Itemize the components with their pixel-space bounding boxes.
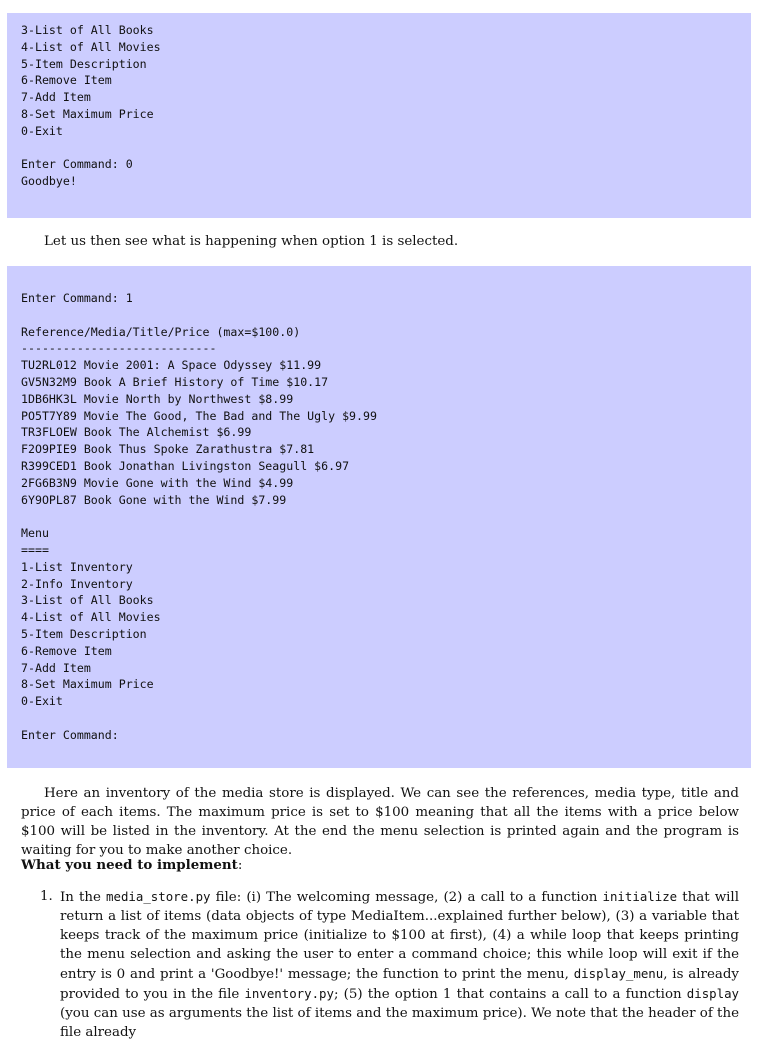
code-line: 6-Remove Item: [21, 73, 112, 88]
code-line: 4-List of All Movies: [21, 39, 161, 54]
text-run: that will return a list of items (data objects of type MediaItem...explained further below), (3) a variable that keeps track of the maximum price (initialize to $100 at first), (4) a while loop that keeps printing the menu selection and asking the user to enter a command choice; this while loop will exit if the entry is 0 and print a 'Goodbye!' message; the function to print the menu,: [60, 890, 739, 982]
inline-code: initialize: [602, 889, 678, 904]
section-heading: [21, 856, 242, 875]
code-line: 5-Item Description: [21, 56, 147, 71]
code-line: [21, 307, 751, 324]
code-line: Goodbye!: [21, 174, 77, 189]
list-item-number: 1.: [40, 889, 53, 904]
code-line: 6-Remove Item: [21, 643, 112, 658]
text-run: , is already provided to you in the file: [60, 967, 739, 1002]
code-line: 7-Add Item: [21, 660, 91, 675]
text-run: file: (i) The welcoming message, (2) a call to a function: [210, 890, 603, 905]
code-line: 4-List of All Movies: [21, 610, 161, 625]
code-line: 8-Set Maximum Price: [21, 677, 154, 692]
code-line: R399CED1 Book Jonathan Livingston Seagull $6.97: [21, 458, 350, 473]
code-line: 1-List Inventory: [21, 559, 133, 574]
code-line: 7-Add Item: [21, 90, 91, 105]
inline-code: media_store.py: [106, 889, 211, 904]
inline-code: display_menu: [573, 966, 664, 981]
list-item-body: [60, 887, 739, 1042]
paragraph-option1-intro: Let us then see what is happening when option 1 is selected.: [44, 234, 459, 249]
heading-bold: What you need to implement: [21, 857, 238, 873]
code-line: TU2RL012 Movie 2001: A Space Odyssey $11.99: [21, 358, 322, 373]
implementation-list: [40, 887, 739, 1042]
code-line: 5-Item Description: [21, 626, 147, 641]
code-line: [21, 140, 751, 157]
code-line: 0-Exit: [21, 123, 63, 138]
code-line: ====: [21, 542, 49, 557]
list-item: [40, 887, 739, 1042]
code-line: ----------------------------: [21, 341, 217, 356]
inline-code: inventory.py: [244, 986, 334, 1001]
code-line: 6Y9OPL87 Book Gone with the Wind $7.99: [21, 492, 287, 507]
code-line: Enter Command: 1: [21, 291, 133, 305]
code-line: Enter Command: 0: [21, 157, 133, 172]
code-line: PO5T7Y89 Movie The Good, The Bad and The Ugly $9.99: [21, 408, 377, 423]
code-block-output-exit: [7, 13, 751, 218]
code-line: 2FG6B3N9 Movie Gone with the Wind $4.99: [21, 475, 294, 490]
code-line: [21, 710, 751, 727]
code-line: 3-List of All Books: [21, 23, 154, 37]
code-line: 8-Set Maximum Price: [21, 106, 154, 121]
code-line: Reference/Media/Title/Price (max=$100.0): [21, 324, 301, 339]
code-line: 1DB6HK3L Movie North by Northwest $8.99: [21, 391, 294, 406]
code-line: F2O9PIE9 Book Thus Spoke Zarathustra $7.81: [21, 442, 315, 457]
code-block-inventory-output: [7, 266, 751, 768]
text-run: In the: [60, 890, 107, 905]
text-run: ; (5) the option 1 that contains a call to a function: [333, 987, 687, 1002]
heading-colon: :: [237, 858, 243, 873]
code-line: 0-Exit: [21, 694, 63, 709]
code-line: Enter Command:: [21, 727, 119, 742]
code-line: Menu: [21, 526, 49, 541]
inline-code: display: [686, 986, 739, 1001]
code-line: GV5N32M9 Book A Brief History of Time $10.17: [21, 374, 329, 389]
paragraph-inventory-explanation: Here an inventory of the media store is displayed. We can see the references, media type, title and price of each items. The maximum price is set to $100 meaning that all the items with a price below $100 will be listed in the inventory. At the end the menu selection is printed again and the program is waiting for you to make another choice.: [21, 786, 739, 858]
code-line: 2-Info Inventory: [21, 576, 133, 591]
text-run: (you can use as arguments the list of items and the maximum price). We note that the header of the file already: [60, 1006, 739, 1040]
code-line: TR3FLOEW Book The Alchemist $6.99: [21, 425, 252, 440]
code-line: [21, 508, 751, 525]
code-line: 3-List of All Books: [21, 593, 154, 608]
